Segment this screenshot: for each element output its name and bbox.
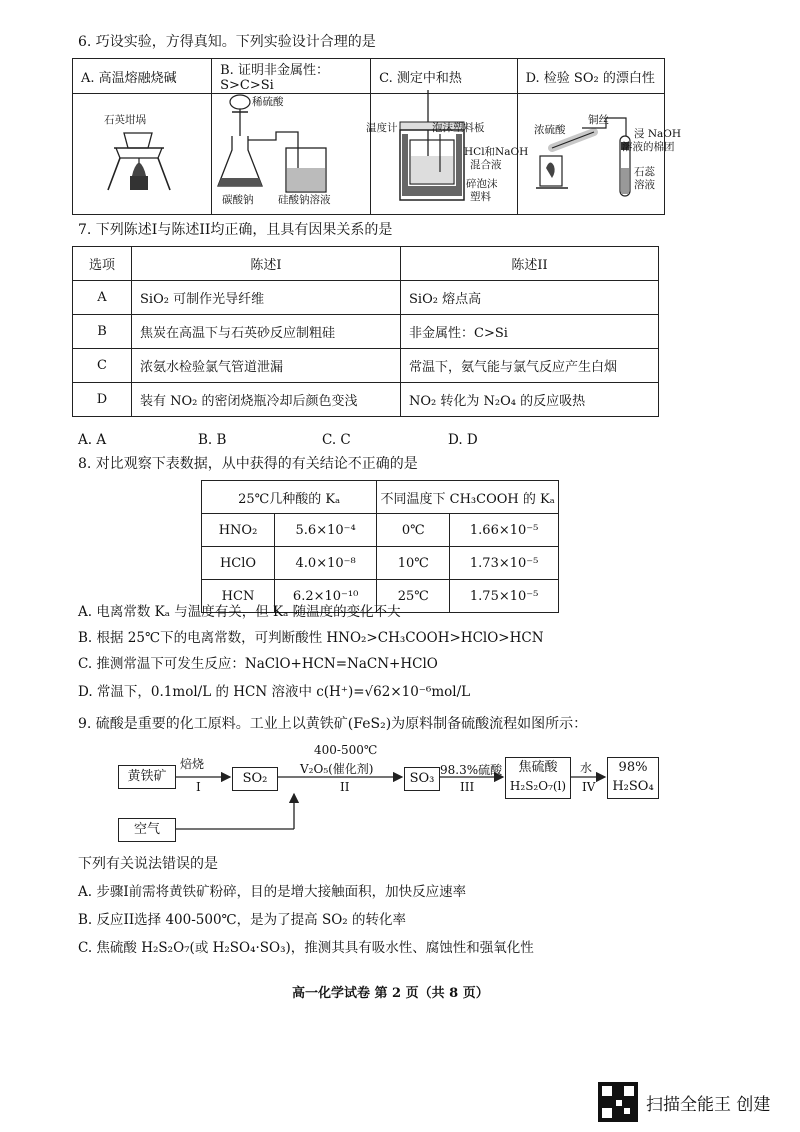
q7-cell-s1: SiO₂ 可制作光导纤维 — [132, 281, 401, 315]
q6-header-a: A. 高温熔融烧碱 — [73, 59, 212, 94]
fig-d-litmus-label-2: 溶液 — [634, 179, 655, 191]
q7-header-option: 选项 — [73, 247, 132, 281]
flow-cond-1: 400-500℃ — [314, 743, 378, 757]
q8-option-a: A. 电离常数 Kₐ 与温度有关，但 Kₐ 随温度的变化不大 — [78, 604, 401, 620]
fig-d-cotton-label-1: 浸 NaOH — [634, 128, 682, 140]
q8-cell-ka2: 1.75×10⁻⁵ — [450, 580, 559, 613]
q9-sub: 下列有关说法错误的是 — [78, 856, 218, 872]
q8-cell-ka: 6.2×10⁻¹⁰ — [275, 580, 377, 613]
q7-stem: 7. 下列陈述I与陈述II均正确，且具有因果关系的是 — [78, 222, 393, 238]
fig-c-foam-label-2: 塑料 — [470, 191, 491, 203]
q7-cell-s2: SiO₂ 熔点高 — [401, 281, 659, 315]
q7-header-s1: 陈述I — [132, 247, 401, 281]
q6-header-c: C. 测定中和热 — [371, 59, 517, 94]
scanner-watermark: 扫描全能王 创建 — [646, 1095, 771, 1115]
fig-d-wire-label: 铜丝 — [588, 114, 609, 126]
q8-cell-temp: 25℃ — [377, 580, 450, 613]
fig-c-thermo-label: 温度计 — [366, 122, 398, 134]
q8-stem: 8. 对比观察下表数据，从中获得的有关结论不正确的是 — [78, 456, 418, 472]
flow-pyro-name: 焦硫酸 — [518, 760, 558, 775]
q7-cell-opt: B — [73, 315, 132, 349]
q6-header-d: D. 检验 SO₂ 的漂白性 — [517, 59, 664, 94]
flow-step-2: II — [340, 780, 350, 794]
q9-option-c: C. 焦硫酸 H₂S₂O₇(或 H₂SO₄·SO₃)，推测其具有吸水性、腐蚀性和强氧化性 — [78, 940, 534, 956]
fig-d-acid-label: 浓硫酸 — [534, 124, 566, 136]
flow-final-pct: 98% — [618, 760, 648, 775]
q8-cell-ka2: 1.73×10⁻⁵ — [450, 547, 559, 580]
q7-choice-d: D. D — [448, 432, 478, 448]
q8-cell-temp: 10℃ — [377, 547, 450, 580]
q7-cell-opt: C — [73, 349, 132, 383]
q7-header-s2: 陈述II — [401, 247, 659, 281]
fig-b-beaker-label: 硅酸钠溶液 — [278, 194, 331, 206]
q9-option-b: B. 反应II选择 400-500℃，是为了提高 SO₂ 的转化率 — [78, 912, 406, 928]
q8-cell-acid: HClO — [202, 547, 275, 580]
q7-cell-opt: A — [73, 281, 132, 315]
fig-d-cotton-label-2: 溶液的棉团 — [622, 141, 675, 153]
q7-cell-s1: 浓氨水检验氯气管道泄漏 — [132, 349, 401, 383]
q8-option-b: B. 根据 25℃下的电离常数，可判断酸性 HNO₂>CH₃COOH>HClO>HCN — [78, 630, 544, 646]
flow-step-3: III — [460, 780, 475, 794]
q7-cell-opt: D — [73, 383, 132, 417]
fig-c-mix-label-1: HCl和NaOH — [464, 146, 529, 158]
fig-c-board-label: 泡沫塑料板 — [432, 122, 485, 134]
q8-option-c: C. 推测常温下可发生反应：NaClO+HCN=NaCN+HClO — [78, 656, 438, 672]
q7-cell-s2: NO₂ 转化为 N₂O₄ 的反应吸热 — [401, 383, 659, 417]
fig-b-flask-label: 碳酸钠 — [222, 194, 254, 206]
flow-final-formula: H₂SO₄ — [612, 779, 654, 794]
flow-roast-label: 焙烧 — [180, 757, 205, 771]
page-footer: 高一化学试卷 第 2 页（共 8 页） — [292, 986, 489, 1001]
q6-stem: 6. 巧设实验，方得真知。下列实验设计合理的是 — [78, 34, 376, 50]
fig-b-funnel-label: 稀硫酸 — [252, 96, 284, 108]
q7-choice-b: B. B — [198, 432, 227, 448]
q6-header-b: B. 证明非金属性：S>C>Si — [212, 59, 371, 94]
q9-option-a: A. 步骤I前需将黄铁矿粉碎，目的是增大接触面积，加快反应速率 — [78, 884, 467, 900]
q8-cell-ka: 4.0×10⁻⁸ — [275, 547, 377, 580]
fig-c-mix-label-2: 混合液 — [470, 159, 502, 171]
flow-box-final — [607, 757, 659, 799]
flow-cond-2: V₂O₅(催化剂) — [300, 762, 374, 776]
flow-box-air: 空气 — [118, 818, 176, 842]
flow-water-label: 水 — [580, 761, 593, 775]
q7-choice-c: C. C — [322, 432, 351, 448]
qr-code-icon — [598, 1082, 638, 1122]
q8-cell-ka2: 1.66×10⁻⁵ — [450, 514, 559, 547]
q7-choice-a: A. A — [78, 432, 107, 448]
q7-cell-s2: 常温下，氨气能与氯气反应产生白烟 — [401, 349, 659, 383]
q8-header-1: 25℃几种酸的 Kₐ — [202, 481, 377, 514]
q8-cell-ka: 5.6×10⁻⁴ — [275, 514, 377, 547]
fig-c-foam-label-1: 碎泡沫 — [466, 178, 498, 190]
flow-acid98-label: 98.3%硫酸 — [440, 763, 503, 777]
flow-box-so3: SO₃ — [404, 767, 440, 791]
q8-cell-acid: HNO₂ — [202, 514, 275, 547]
q8-cell-acid: HCN — [202, 580, 275, 613]
q7-cell-s2: 非金属性：C>Si — [401, 315, 659, 349]
q8-option-d: D. 常温下，0.1mol/L 的 HCN 溶液中 c(H⁺)=√62×10⁻⁶mol/L — [78, 684, 471, 700]
q7-cell-s1: 装有 NO₂ 的密闭烧瓶冷却后颜色变浅 — [132, 383, 401, 417]
fig-d-litmus-label-1: 石蕊 — [634, 166, 655, 178]
flow-box-pyrosulfuric — [505, 757, 571, 799]
q8-header-2: 不同温度下 CH₃COOH 的 Kₐ — [377, 481, 559, 514]
flow-box-pyrite: 黄铁矿 — [118, 765, 176, 789]
q9-stem: 9. 硫酸是重要的化工原料。工业上以黄铁矿(FeS₂)为原料制备硫酸流程如图所示： — [78, 716, 588, 732]
q8-cell-temp: 0℃ — [377, 514, 450, 547]
flow-pyro-formula: H₂S₂O₇(l) — [509, 779, 567, 793]
flow-box-so2: SO₂ — [232, 767, 278, 791]
flow-step-4: IV — [582, 780, 596, 794]
flow-step-1: I — [196, 780, 201, 794]
fig-a-label: 石英坩埚 — [104, 114, 146, 126]
q7-cell-s1: 焦炭在高温下与石英砂反应制粗硅 — [132, 315, 401, 349]
